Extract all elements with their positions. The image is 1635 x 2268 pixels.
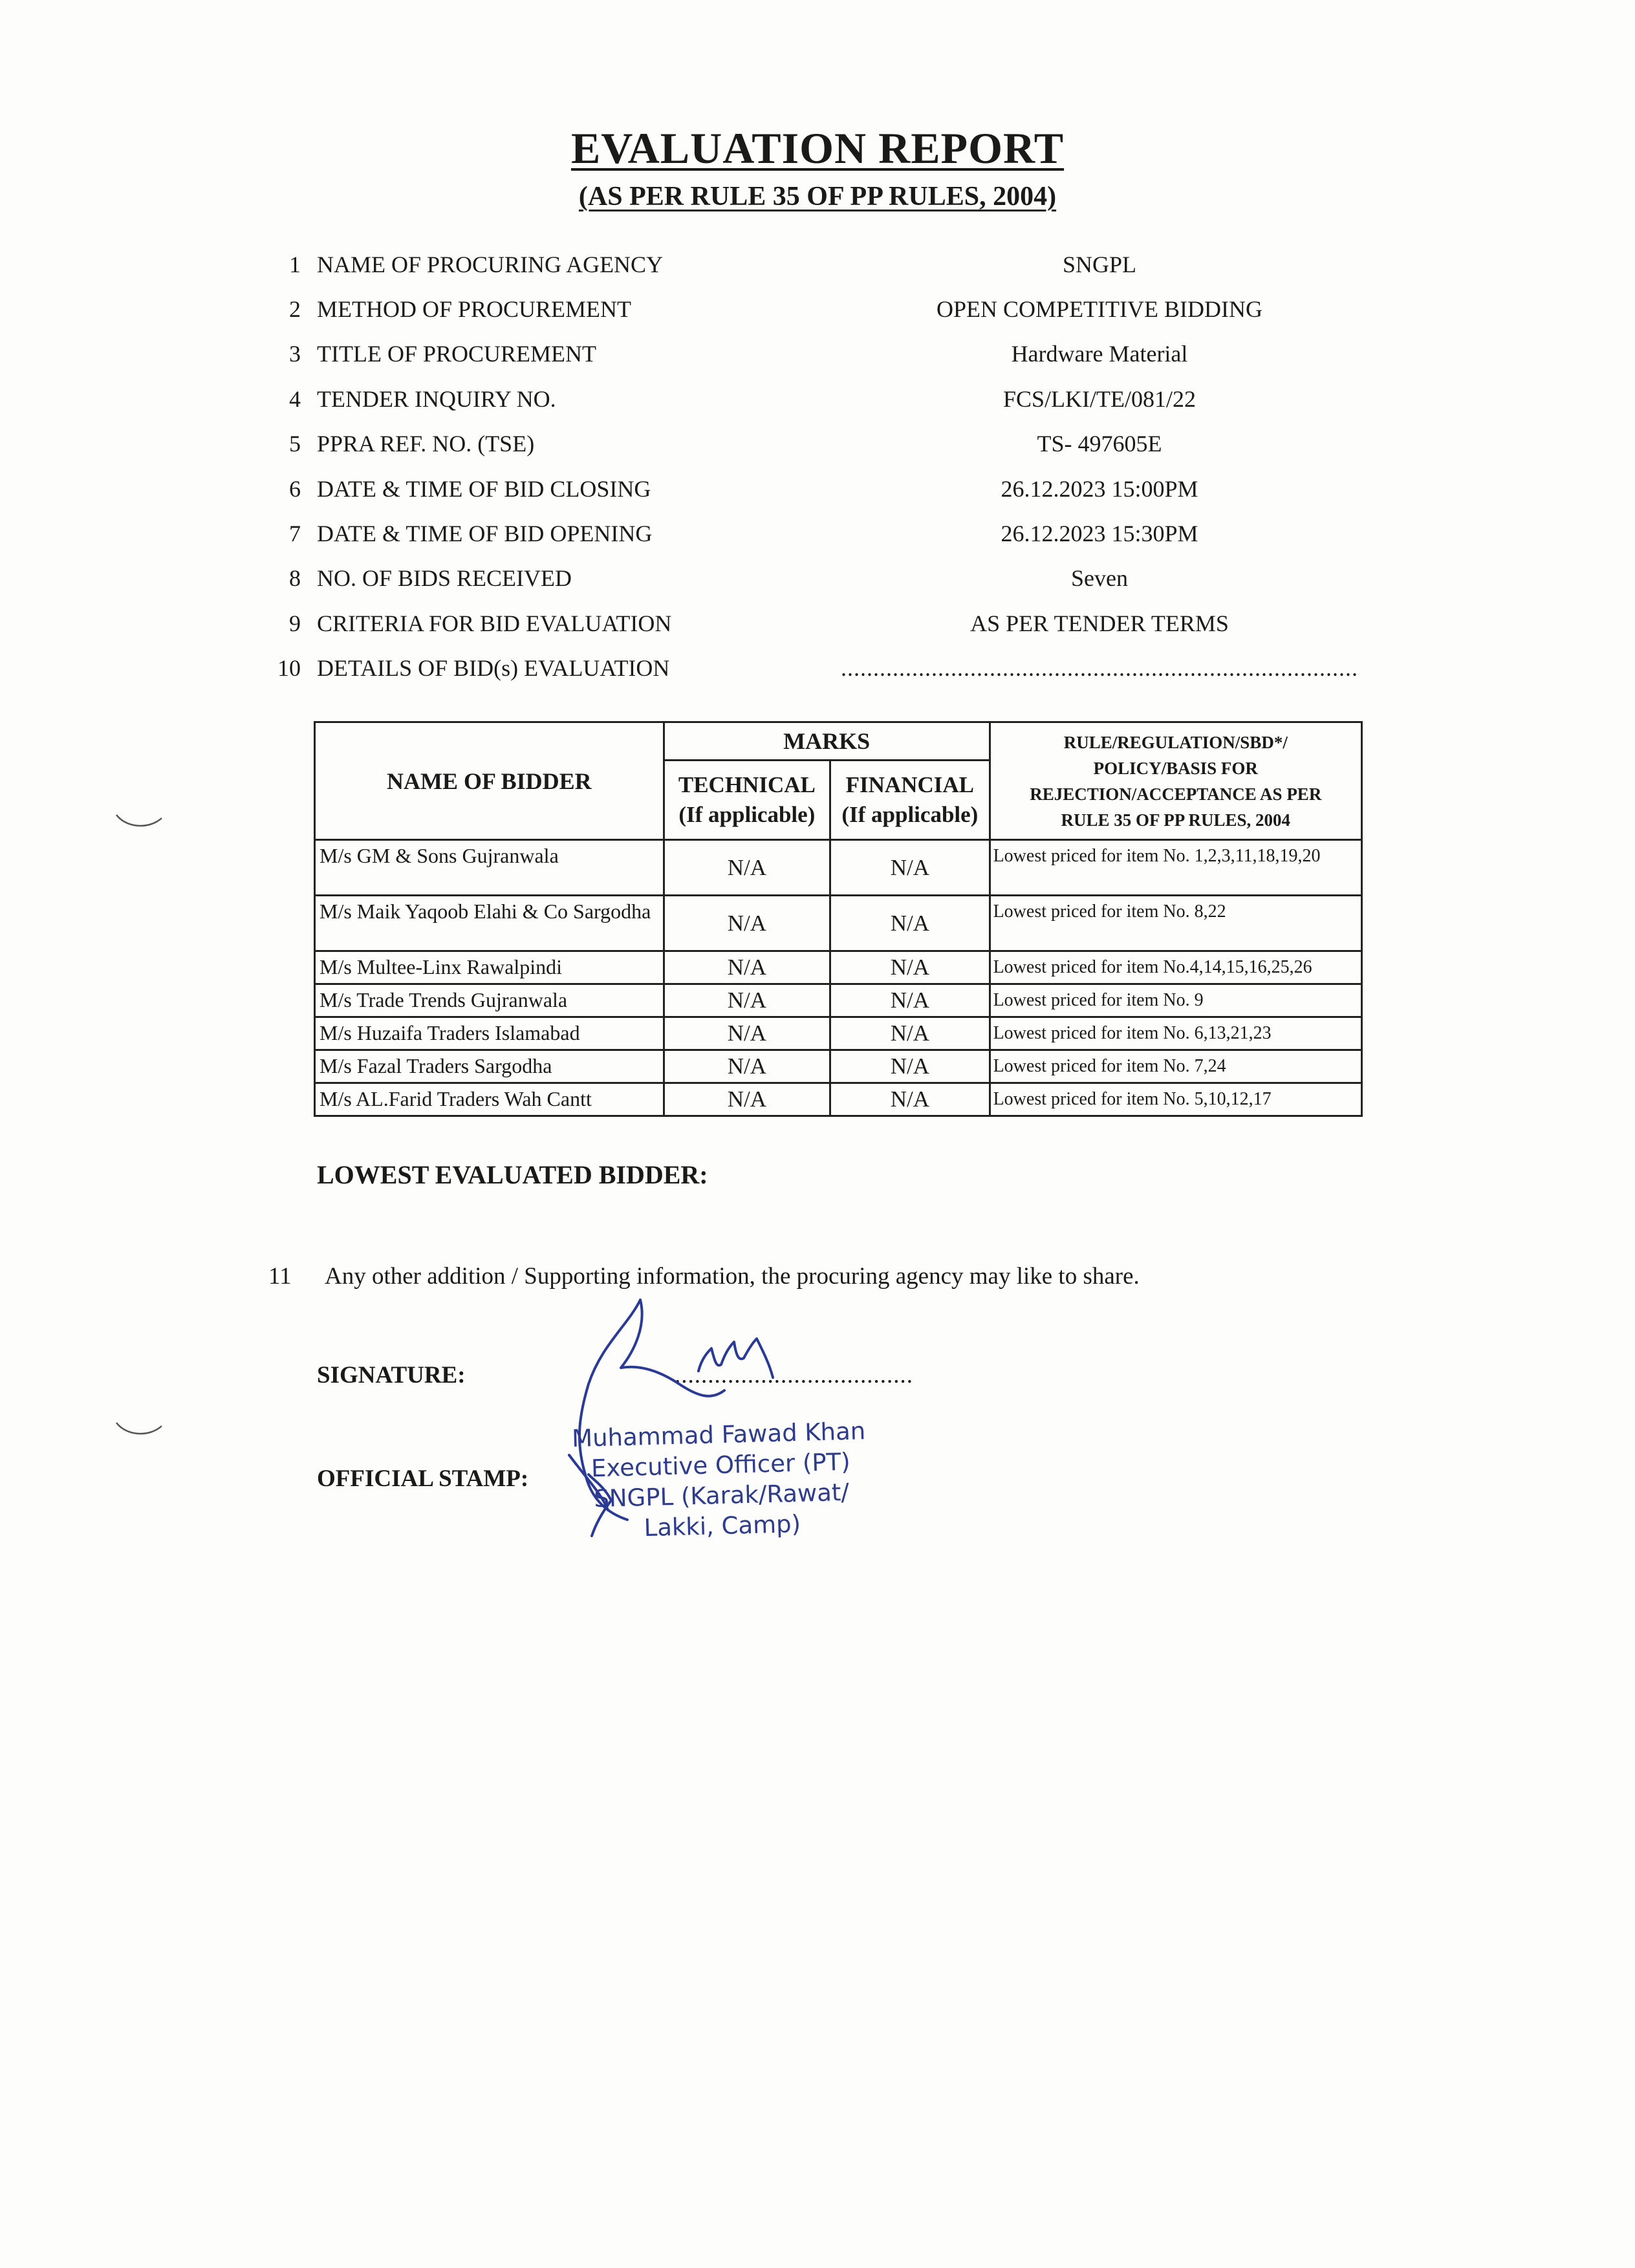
info-row-number: 3 bbox=[289, 341, 301, 367]
bidder-name: M/s Fazal Traders Sargodha bbox=[315, 1050, 664, 1083]
financial-marks: N/A bbox=[830, 984, 990, 1017]
info-row bbox=[0, 251, 1635, 290]
bidder-name: M/s Maik Yaqoob Elahi & Co Sargodha bbox=[315, 896, 664, 951]
info-row-number: 4 bbox=[289, 386, 301, 412]
signature-line: .................................... bbox=[675, 1362, 913, 1388]
info-row bbox=[0, 520, 1635, 559]
info-row-number: 10 bbox=[277, 655, 301, 681]
other-info-number: 11 bbox=[268, 1263, 292, 1290]
info-row-value: ................................................................................ bbox=[841, 655, 1358, 681]
info-row bbox=[0, 475, 1635, 514]
header-technical-sub: (If applicable) bbox=[678, 802, 816, 827]
info-row-label: NO. OF BIDS RECEIVED bbox=[317, 565, 572, 591]
financial-marks: N/A bbox=[830, 1083, 990, 1116]
header-rule-line: RULE/REGULATION/SBD*/ bbox=[1063, 732, 1288, 752]
bidder-name: M/s Multee-Linx Rawalpindi bbox=[315, 951, 664, 984]
bid-evaluation-table bbox=[314, 721, 1363, 1117]
info-row-number: 8 bbox=[289, 565, 301, 591]
handwritten-signature bbox=[550, 1287, 821, 1559]
info-row-label: DATE & TIME OF BID CLOSING bbox=[317, 476, 651, 502]
table-row bbox=[315, 896, 1362, 951]
header-technical-label: TECHNICAL bbox=[678, 772, 816, 797]
technical-marks: N/A bbox=[664, 1050, 830, 1083]
header-technical bbox=[664, 761, 830, 840]
info-row-label: PPRA REF. NO. (TSE) bbox=[317, 431, 535, 457]
technical-marks: N/A bbox=[664, 951, 830, 984]
table-row bbox=[315, 951, 1362, 984]
info-row-number: 7 bbox=[289, 521, 301, 546]
signature-label: SIGNATURE: bbox=[317, 1362, 466, 1388]
info-row-label: TITLE OF PROCUREMENT bbox=[317, 341, 596, 367]
technical-marks: N/A bbox=[664, 1083, 830, 1116]
bidder-name: M/s Trade Trends Gujranwala bbox=[315, 984, 664, 1017]
info-row-label: METHOD OF PROCUREMENT bbox=[317, 296, 632, 322]
info-row-value: 26.12.2023 15:00PM bbox=[1001, 476, 1198, 502]
info-row bbox=[0, 340, 1635, 379]
info-row-number: 5 bbox=[289, 431, 301, 457]
stamp-designation: Executive Officer (PT) bbox=[590, 1447, 851, 1483]
rule-basis: Lowest priced for item No. 5,10,12,17 bbox=[990, 1083, 1361, 1116]
header-rule-line: POLICY/BASIS FOR bbox=[1093, 758, 1258, 778]
info-row-label: DATE & TIME OF BID OPENING bbox=[317, 521, 653, 546]
info-row-number: 9 bbox=[289, 610, 301, 636]
table-row bbox=[315, 1017, 1362, 1050]
rule-basis: Lowest priced for item No. 1,2,3,11,18,19,20 bbox=[990, 840, 1361, 896]
official-stamp-label: OFFICIAL STAMP: bbox=[317, 1465, 529, 1492]
info-row-value: Seven bbox=[1071, 565, 1128, 591]
info-row-number: 2 bbox=[289, 296, 301, 322]
technical-marks: N/A bbox=[664, 1017, 830, 1050]
stamp-location: Lakki, Camp) bbox=[644, 1509, 801, 1542]
table-row bbox=[315, 984, 1362, 1017]
header-rule-basis bbox=[990, 722, 1361, 840]
table-row bbox=[315, 1050, 1362, 1083]
financial-marks: N/A bbox=[830, 1050, 990, 1083]
header-rule-line: RULE 35 OF PP RULES, 2004 bbox=[1061, 810, 1291, 830]
lowest-evaluated-bidder-label: LOWEST EVALUATED BIDDER: bbox=[317, 1160, 708, 1189]
financial-marks: N/A bbox=[830, 1017, 990, 1050]
rule-basis: Lowest priced for item No.4,14,15,16,25,26 bbox=[990, 951, 1361, 984]
financial-marks: N/A bbox=[830, 840, 990, 896]
info-row-label: CRITERIA FOR BID EVALUATION bbox=[317, 610, 672, 636]
punch-hole-mark bbox=[113, 1420, 165, 1439]
rule-basis: Lowest priced for item No. 7,24 bbox=[990, 1050, 1361, 1083]
info-row-value: FCS/LKI/TE/081/22 bbox=[1002, 386, 1196, 412]
info-row bbox=[0, 654, 1635, 693]
info-row-number: 6 bbox=[289, 476, 301, 502]
info-row-value: AS PER TENDER TERMS bbox=[970, 610, 1229, 636]
info-row bbox=[0, 430, 1635, 469]
header-rule-line: REJECTION/ACCEPTANCE AS PER bbox=[1030, 784, 1322, 804]
technical-marks: N/A bbox=[664, 984, 830, 1017]
info-row-label: NAME OF PROCURING AGENCY bbox=[317, 252, 664, 277]
header-financial-label: FINANCIAL bbox=[845, 772, 975, 797]
other-info-text: Any other addition / Supporting information, the procuring agency may like to share. bbox=[325, 1263, 1140, 1290]
punch-hole-mark bbox=[113, 812, 165, 831]
info-row bbox=[0, 565, 1635, 603]
header-financial-sub: (If applicable) bbox=[841, 802, 979, 827]
table-row bbox=[315, 840, 1362, 896]
header-name-of-bidder: NAME OF BIDDER bbox=[315, 722, 664, 840]
report-title: EVALUATION REPORT bbox=[570, 124, 1065, 173]
header-marks: MARKS bbox=[664, 722, 990, 761]
table-header-row bbox=[315, 722, 1362, 761]
info-row-value: 26.12.2023 15:30PM bbox=[1001, 521, 1198, 546]
info-row-value: TS- 497605E bbox=[1037, 431, 1162, 457]
stamp-name: Muhammad Fawad Khan bbox=[571, 1417, 866, 1453]
info-row bbox=[0, 385, 1635, 424]
rule-basis: Lowest priced for item No. 9 bbox=[990, 984, 1361, 1017]
bidder-name: M/s GM & Sons Gujranwala bbox=[315, 840, 664, 896]
info-row bbox=[0, 610, 1635, 649]
bidder-name: M/s AL.Farid Traders Wah Cantt bbox=[315, 1083, 664, 1116]
info-row bbox=[0, 296, 1635, 334]
financial-marks: N/A bbox=[830, 951, 990, 984]
technical-marks: N/A bbox=[664, 840, 830, 896]
report-subtitle: (AS PER RULE 35 OF PP RULES, 2004) bbox=[578, 182, 1057, 211]
rule-basis: Lowest priced for item No. 6,13,21,23 bbox=[990, 1017, 1361, 1050]
financial-marks: N/A bbox=[830, 896, 990, 951]
info-row-value: OPEN COMPETITIVE BIDDING bbox=[937, 296, 1262, 322]
info-row-number: 1 bbox=[289, 252, 301, 277]
info-row-value: Hardware Material bbox=[1011, 341, 1188, 367]
bidder-name: M/s Huzaifa Traders Islamabad bbox=[315, 1017, 664, 1050]
stamp-organization: SNGPL (Karak/Rawat/ bbox=[593, 1478, 850, 1513]
info-row-label: TENDER INQUIRY NO. bbox=[317, 386, 556, 412]
info-row-value: SNGPL bbox=[1062, 252, 1137, 277]
rule-basis: Lowest priced for item No. 8,22 bbox=[990, 896, 1361, 951]
table-row bbox=[315, 1083, 1362, 1116]
header-financial bbox=[830, 761, 990, 840]
technical-marks: N/A bbox=[664, 896, 830, 951]
info-row-label: DETAILS OF BID(s) EVALUATION bbox=[317, 655, 670, 681]
